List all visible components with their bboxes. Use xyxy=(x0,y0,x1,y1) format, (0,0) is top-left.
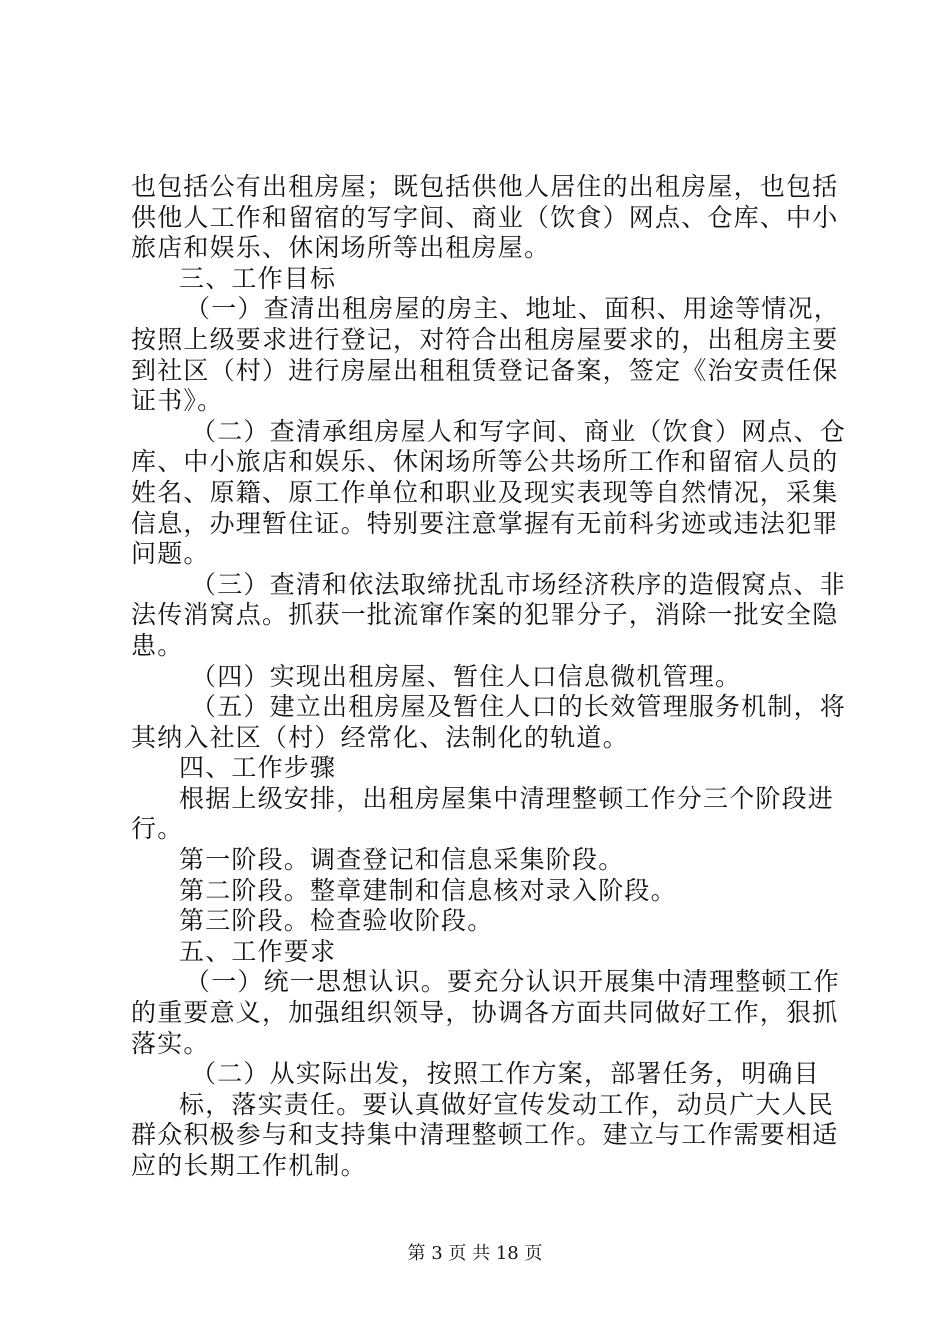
body-line: （一）统一思想认识。要充分认识开展集中清理整顿工作 xyxy=(185,967,841,997)
body-line: 信息，办理暂住证。特别要注意掌握有无前科劣迹或违法犯罪 xyxy=(131,508,839,538)
body-line: （四）实现出租房屋、暂住人口信息微机管理。 xyxy=(191,661,742,691)
body-line: 供他人工作和留宿的写字间、商业（饮食）网点、仓库、中小 xyxy=(131,202,839,232)
body-line: 按照上级要求进行登记，对符合出租房屋要求的，出租房主要 xyxy=(131,324,839,354)
section-heading: 三、工作目标 xyxy=(179,263,337,293)
body-line: 也包括公有出租房屋；既包括供他人居住的出租房屋，也包括 xyxy=(131,172,839,201)
body-line: 落实。 xyxy=(131,1028,210,1058)
body-line: 群众积极参与和支持集中清理整顿工作。建立与工作需要相适 xyxy=(131,1120,839,1150)
body-line: 法传消窝点。抓获一批流窜作案的犯罪分子，消除一批安全隐 xyxy=(131,600,839,630)
body-line: 的重要意义，加强组织领导，协调各方面共同做好工作，狠抓 xyxy=(131,998,839,1028)
body-line: 库、中小旅店和娱乐、休闲场所等公共场所工作和留宿人员的 xyxy=(131,447,839,477)
body-line: 姓名、原籍、原工作单位和职业及现实表现等自然情况，采集 xyxy=(131,477,839,507)
page-number: 第 3 页 共 18 页 xyxy=(407,1243,543,1264)
section-heading: 四、工作步骤 xyxy=(179,753,337,783)
body-line: 应的长期工作机制。 xyxy=(131,1151,367,1180)
body-line: （二）从实际出发，按照工作方案，部署任务，明确目 xyxy=(191,1059,820,1089)
body-line: 行。 xyxy=(131,814,184,844)
body-line: 第二阶段。整章建制和信息核对录入阶段。 xyxy=(179,875,677,905)
body-line: 旅店和娱乐、休闲场所等出租房屋。 xyxy=(131,233,551,263)
body-line: （三）查清和依法取缔扰乱市场经济秩序的造假窝点、非 xyxy=(191,569,847,599)
body-line: 根据上级安排，出租房屋集中清理整顿工作分三个阶段进 xyxy=(179,783,835,813)
body-line: 到社区（村）进行房屋出租租赁登记备案，签定《治安责任保 xyxy=(131,355,839,385)
body-line: 证书》。 xyxy=(131,386,224,416)
document-body xyxy=(131,172,847,1182)
body-line: 第三阶段。检查验收阶段。 xyxy=(179,906,494,936)
body-line: 患。 xyxy=(131,630,184,660)
body-line: （一）查清出租房屋的房主、地址、面积、用途等情况， xyxy=(185,294,841,324)
body-line: 其纳入社区（村）经常化、法制化的轨道。 xyxy=(131,722,629,752)
section-heading: 五、工作要求 xyxy=(179,936,337,966)
body-line: 问题。 xyxy=(131,539,210,569)
body-line: （五）建立出租房屋及暂住人口的长效管理服务机制，将 xyxy=(191,692,847,722)
body-line: 标，落实责任。要认真做好宣传发动工作，动员广大人民 xyxy=(179,1089,835,1119)
body-line: （二）查清承组房屋人和写字间、商业（饮食）网点、仓 xyxy=(191,416,847,446)
body-line: 第一阶段。调查登记和信息采集阶段。 xyxy=(179,845,625,875)
